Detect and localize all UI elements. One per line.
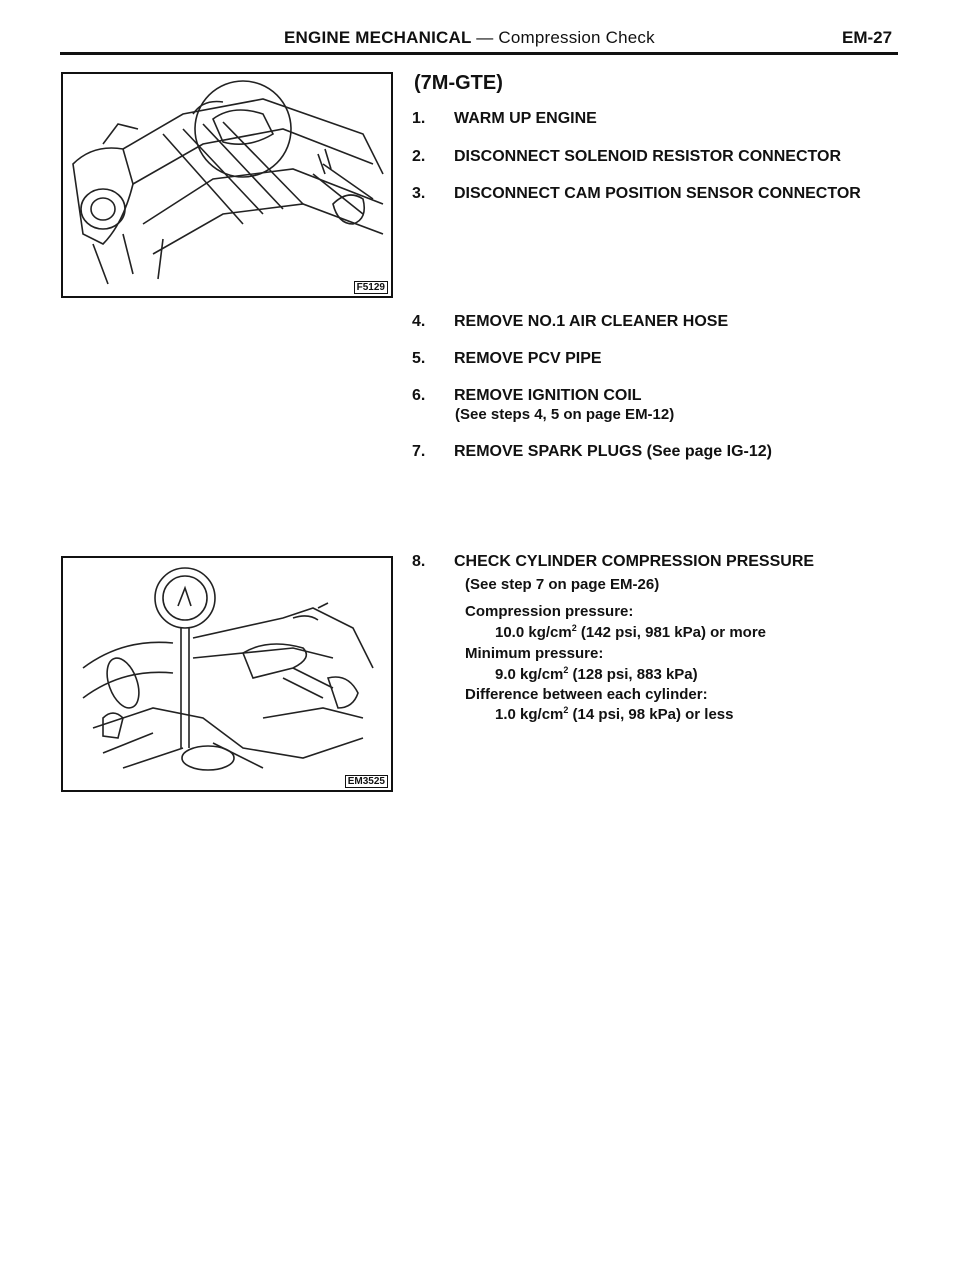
step-text: DISCONNECT SOLENOID RESISTOR CONNECTOR	[454, 148, 841, 165]
header-separator: —	[476, 28, 494, 47]
step-5	[412, 350, 602, 368]
page-header	[284, 28, 655, 48]
step-4	[412, 313, 728, 331]
header-subtitle: Compression Check	[498, 28, 655, 47]
step-8	[412, 553, 814, 571]
spec-value-text: 9.0 kg/cm	[495, 666, 564, 683]
step-number: 3.	[412, 185, 426, 202]
figure-engine-connector	[61, 72, 393, 298]
step-number: 2.	[412, 148, 426, 165]
step-number: 5.	[412, 350, 426, 367]
step-text: REMOVE SPARK PLUGS (See page IG-12)	[454, 443, 772, 460]
header-title: ENGINE MECHANICAL	[284, 28, 472, 47]
spec-value-minimum	[495, 665, 698, 683]
figure-code: F5129	[354, 281, 388, 294]
step-7	[412, 443, 772, 461]
step-2	[412, 148, 841, 166]
step-8-note: (See step 7 on page EM-26)	[465, 576, 660, 593]
section-title: (7M-GTE)	[414, 72, 503, 94]
spec-value-compression	[495, 623, 766, 641]
step-text: DISCONNECT CAM POSITION SENSOR CONNECTOR	[454, 185, 861, 202]
spec-label-minimum: Minimum pressure:	[465, 645, 604, 662]
step-number: 7.	[412, 443, 426, 460]
spec-value-superscript: 2	[563, 705, 569, 715]
step-6-note: (See steps 4, 5 on page EM-12)	[455, 406, 675, 423]
spec-value-text: (128 psi, 883 kPa)	[568, 666, 698, 683]
figure-code: EM3525	[345, 775, 388, 788]
spec-value-text: 10.0 kg/cm	[495, 624, 572, 641]
step-number: 8.	[412, 553, 426, 570]
figure-compression-gauge	[61, 556, 393, 792]
spec-value-text: (142 psi, 981 kPa) or more	[576, 624, 766, 641]
step-number: 4.	[412, 313, 426, 330]
step-1	[412, 110, 597, 128]
step-text: REMOVE NO.1 AIR CLEANER HOSE	[454, 313, 729, 330]
step-text: REMOVE IGNITION COIL	[454, 387, 642, 404]
step-number: 1.	[412, 110, 426, 127]
spec-value-difference	[495, 705, 733, 723]
spec-label-compression: Compression pressure:	[465, 603, 634, 620]
compression-gauge-illustration-icon	[63, 558, 391, 790]
spec-value-superscript: 2	[563, 665, 569, 675]
spec-label-difference: Difference between each cylinder:	[465, 686, 708, 703]
step-6	[412, 387, 642, 405]
step-3	[412, 185, 861, 203]
spec-value-superscript: 2	[571, 623, 577, 633]
header-rule	[60, 52, 898, 55]
step-text: CHECK CYLINDER COMPRESSION PRESSURE	[454, 553, 815, 570]
engine-connector-illustration-icon	[63, 74, 391, 296]
spec-value-text: 1.0 kg/cm	[495, 706, 564, 723]
step-text: REMOVE PCV PIPE	[454, 350, 602, 367]
page-code: EM-27	[842, 28, 893, 47]
step-number: 6.	[412, 387, 426, 404]
spec-value-text: (14 psi, 98 kPa) or less	[568, 706, 734, 723]
step-text: WARM UP ENGINE	[454, 110, 597, 127]
